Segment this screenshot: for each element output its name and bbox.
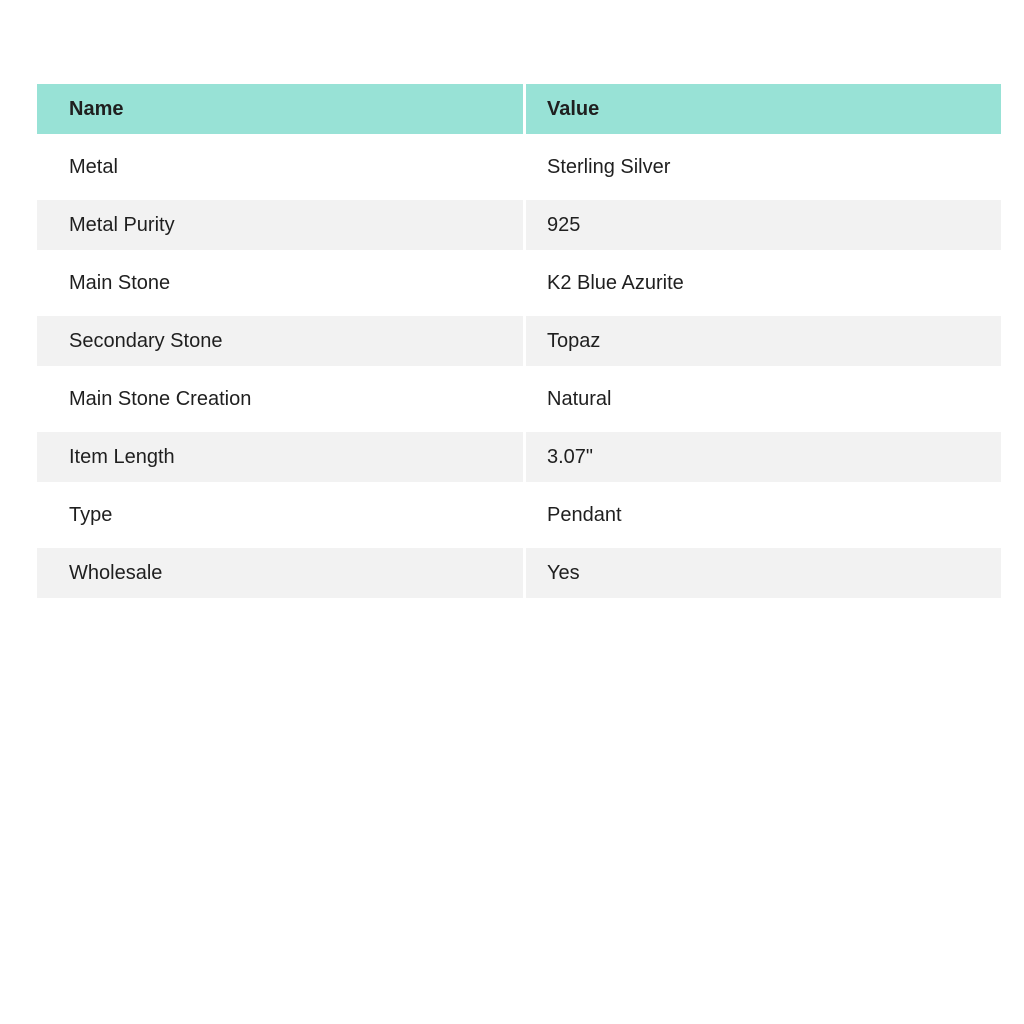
attribute-name-cell: Metal Purity bbox=[37, 200, 523, 250]
table-header-row bbox=[37, 84, 1001, 134]
column-header-value: Value bbox=[526, 84, 1001, 134]
table-row bbox=[37, 490, 1001, 540]
product-attributes-table bbox=[34, 76, 1004, 606]
attribute-value-cell: Sterling Silver bbox=[526, 142, 1001, 192]
attribute-name-cell: Wholesale bbox=[37, 548, 523, 598]
column-header-name: Name bbox=[37, 84, 523, 134]
attribute-name-cell: Item Length bbox=[37, 432, 523, 482]
table-row bbox=[37, 316, 1001, 366]
attribute-value-cell: Natural bbox=[526, 374, 1001, 424]
attribute-value-cell: K2 Blue Azurite bbox=[526, 258, 1001, 308]
table-row bbox=[37, 432, 1001, 482]
table-body bbox=[37, 142, 1001, 598]
attribute-value-cell: Pendant bbox=[526, 490, 1001, 540]
attribute-name-cell: Secondary Stone bbox=[37, 316, 523, 366]
attribute-name-cell: Metal bbox=[37, 142, 523, 192]
table-row bbox=[37, 142, 1001, 192]
table-row bbox=[37, 548, 1001, 598]
attribute-value-cell: 3.07" bbox=[526, 432, 1001, 482]
table-row bbox=[37, 200, 1001, 250]
table-row bbox=[37, 374, 1001, 424]
attribute-value-cell: Yes bbox=[526, 548, 1001, 598]
attribute-value-cell: Topaz bbox=[526, 316, 1001, 366]
attribute-name-cell: Main Stone Creation bbox=[37, 374, 523, 424]
attribute-name-cell: Type bbox=[37, 490, 523, 540]
attribute-name-cell: Main Stone bbox=[37, 258, 523, 308]
table-row bbox=[37, 258, 1001, 308]
attribute-value-cell: 925 bbox=[526, 200, 1001, 250]
